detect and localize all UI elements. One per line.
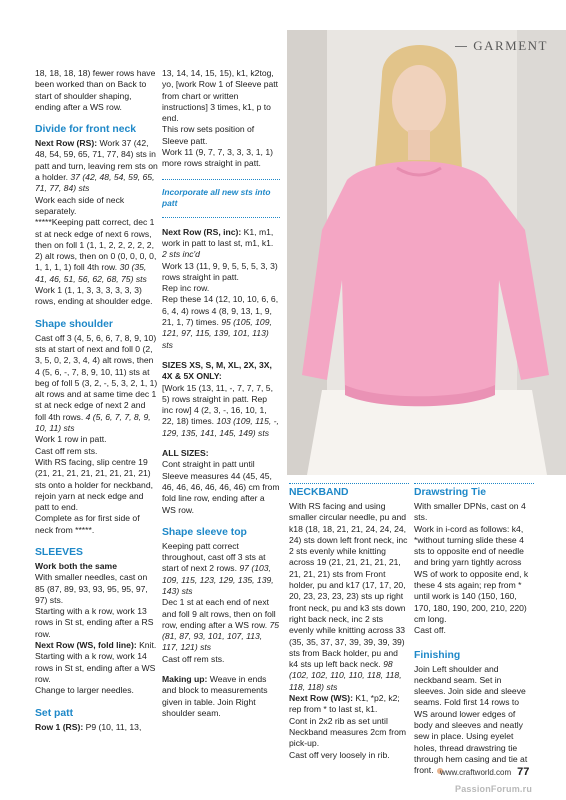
work-rows: Work 1 (1, 1, 3, 3, 3, 3, 3, 3) rows, ending at shoulder edge. <box>35 285 153 307</box>
drawstring-cast-on: With smaller DPNs, cast on 4 sts. <box>414 501 526 523</box>
keeping-patt: *****Keeping patt correct, dec 1 st at neck edge of next 6 rows, then on foll 1 (1, 1, 2, 2, 2, 2, 2, 2) alt rows, then on 0 (0, 0, 0, 0, 1, 1, 1, 1) foll 4th row. 30 (35, 41, 46, 51, 56, 62, 68, 75) sts <box>35 217 157 284</box>
sleeve-cast-off: Cast off rem sts. <box>162 653 225 664</box>
set-patt-heading: Set patt <box>35 707 74 719</box>
column-2 <box>162 68 280 719</box>
row-1-text: Row 1 (RS): P9 (10, 11, 13, <box>35 721 142 732</box>
shape-shoulder-text: Cast off 3 (4, 5, 6, 6, 7, 8, 9, 10) sts at start of next and foll 0 (2, 3, 5, 0, 2, 3, 4, 4) alt rows, then 4 (5, 6, -, 7, 8, 9, 10, 11) sts at beg of foll 5 (3, 2, -, 5, 3, 2, 1, 1) alt rows and at same time dec 1 st at neck edge of next 2 and foll 4th rows. 4 (5, 6, 7, 7, 8, 9, 10, 11) sts <box>35 332 158 434</box>
smaller-needles-text: With smaller needles, cast on 85 (87, 89, 93, 93, 95, 95, 97, 97) sts. <box>35 572 148 605</box>
model-illustration <box>287 30 566 475</box>
column-3 <box>289 483 409 761</box>
all-sizes-text: Cont straight in patt until Sleeve measures 44 (45, 45, 46, 46, 46, 46, 46, 46) cm from fold line row, ending after a WS row. <box>162 459 280 515</box>
divide-front-neck-heading: Divide for front neck <box>35 124 137 136</box>
work-more-rows: Work 11 (9, 7, 7, 3, 3, 3, 1, 1) more rows straight in patt. <box>162 147 273 169</box>
sleeves-heading: SLEEVES <box>35 546 83 558</box>
sizes-text: [Work 15 (13, 11, -, 7, 7, 7, 5, 5) rows straight in patt. Rep inc row] 4 (2, 3, -, 16, 10, 1, 22, 18) times. 103 (109, 115, -, 129, 135, 141, 145, 149) sts <box>162 382 279 438</box>
page-footer <box>440 766 529 778</box>
cast-off-rem: Cast off rem sts. <box>35 445 98 456</box>
incorporate-note: Incorporate all new sts into patt <box>162 186 271 208</box>
work-1-row: Work 1 row in patt. <box>35 434 107 445</box>
intro-text: 18, 18, 18, 18) fewer rows have been worked than on Back to start of shoulder shaping, ending after a WS row. <box>35 68 156 112</box>
sizes-heading: SIZES XS, S, M, XL, 2X, 3X, 4X & 5X ONLY: <box>162 359 272 382</box>
neckband-text: With RS facing and using smaller circular needle, pu and k18 (18, 18, 21, 21, 24, 24, 24, 24) sts down left front neck, inc 2 sts evenly while knitting across 19 (21, 21, 21, 21, 21, 21, 21, 21) sts from Front holder, pu and k17 (17, 17, 20, 20, 23, 23, 23, 23) sts up right front neck, pu and k3 sts down right back neck, inc 2 sts evenly while knitting across 33 (35, 35, 37, 37, 39, 39, 39, 39) sts from Back holder, pu and k4 sts up left back neck. 98 (102, 102, 110, 110, 118, 118, 118, 118) sts <box>289 501 408 692</box>
starting-knit-text-2: Starting with a k row, work 14 rows in St st, ending after a WS row. <box>35 651 156 684</box>
fold-line-row: Next Row (WS, fold line): Knit. <box>35 640 157 651</box>
drawstring-cast-off: Cast off. <box>414 625 446 636</box>
neckband-cont: Cont in 2x2 rib as set until Neckband measures 2cm from pick-up. <box>289 715 407 749</box>
drawstring-heading: Drawstring Tie <box>414 487 486 498</box>
making-up-text: Making up: Weave in ends and block to measurements given in table. Join Right shoulder seam. <box>162 674 268 718</box>
page-number: 77 <box>517 766 530 778</box>
sets-position: This row sets position of Sleeve patt. <box>162 124 255 146</box>
inc-row: Next Row (RS, inc): K1, m1, work in patt to last st, m1, k1. 2 sts inc'd <box>162 226 274 260</box>
work-each-side: Work each side of neck separately. <box>35 194 125 216</box>
divide-next-row: Next Row (RS): Work 37 (42, 48, 54, 59, 65, 71, 77, 84) sts in patt and turn, leaving rem sts on a holder. 37 (42, 48, 54, 59, 65, 71, 77, 84) sts <box>35 138 158 194</box>
drawstring-icord: Work in i-cord as follows: k4, *without turning slide these 4 sts to opposite end of needle and bring yarn tightly across WS of work to opposite end, k these 4 sts again; rep from * until work is 140 (150, 160, 170, 180, 190, 200, 210, 220) cm long. <box>414 523 529 624</box>
rep-inc-row: Rep inc row. <box>162 283 210 294</box>
model-photo <box>287 30 566 475</box>
all-sizes-heading: ALL SIZES: <box>162 448 209 459</box>
shape-shoulder-heading: Shape shoulder <box>35 318 113 330</box>
drawstring-divider <box>414 483 534 484</box>
dec-text: Dec 1 st at each end of next and foll 9 alt rows, then on foll row, ending after a WS row. 75 (81, 87, 93, 101, 107, 113, 117, 121) sts <box>162 597 280 653</box>
column-4 <box>414 483 534 777</box>
rs-facing-text: With RS facing, slip centre 19 (21, 21, 21, 21, 21, 21, 21, 21) sts onto a holder for neckband, rejoin yarn at neck edge and patt to end. <box>35 456 154 513</box>
complete-text: Complete as for first side of neck from *****. <box>35 513 140 535</box>
starting-knit-text: Starting with a k row, work 13 rows in St st, ending after a RS row. <box>35 606 154 639</box>
finishing-heading: Finishing <box>414 649 461 661</box>
work-13-rows: Work 13 (11, 9, 9, 5, 5, 5, 3, 3) rows straight in patt. <box>162 260 278 282</box>
neckband-cast-off: Cast off very loosely in rib. <box>289 749 390 760</box>
neckband-next-row: Next Row (WS): K1, *p2, k2; rep from * to last st, k1. <box>289 693 400 715</box>
work-both-same: Work both the same <box>35 560 117 571</box>
sleeve-top-text: Keeping patt correct throughout, cast off 3 sts at start of next 2 rows. 97 (103, 109, 115, 123, 129, 135, 139, 143) sts <box>162 540 274 596</box>
column-1 <box>35 68 158 733</box>
footer-url: www.craftworld.com <box>440 768 512 777</box>
neckband-heading: NECKBAND <box>289 487 349 498</box>
shape-sleeve-top-heading: Shape sleeve top <box>162 526 247 538</box>
neckband-divider <box>289 483 409 484</box>
watermark: PassionForum.ru <box>455 784 533 794</box>
row-1-continued: 13, 14, 14, 15, 15), k1, k2tog, yo, [work Row 1 of Sleeve patt from chart or written instructions] 3 times, k1, p to end. <box>162 68 279 124</box>
rep-these-rows: Rep these 14 (12, 10, 10, 6, 6, 6, 4, 4) rows 4 (8, 9, 13, 1, 9, 21, 1, 7) times. 95 (105, 109, 121, 97, 115, 139, 101, 113) sts <box>162 294 279 350</box>
change-larger-needles: Change to larger needles. <box>35 685 134 696</box>
section-label: GARMENT <box>455 38 548 54</box>
finishing-text: Join Left shoulder and neckband seam. Set in sleeves. Join side and sleeve seams. Fold first 14 rows to WS around lower edges of body and sleeves and neatly sew in place. Using eyelet holes, thread drawstring tie through hem casing and tie at front. <box>414 663 528 776</box>
